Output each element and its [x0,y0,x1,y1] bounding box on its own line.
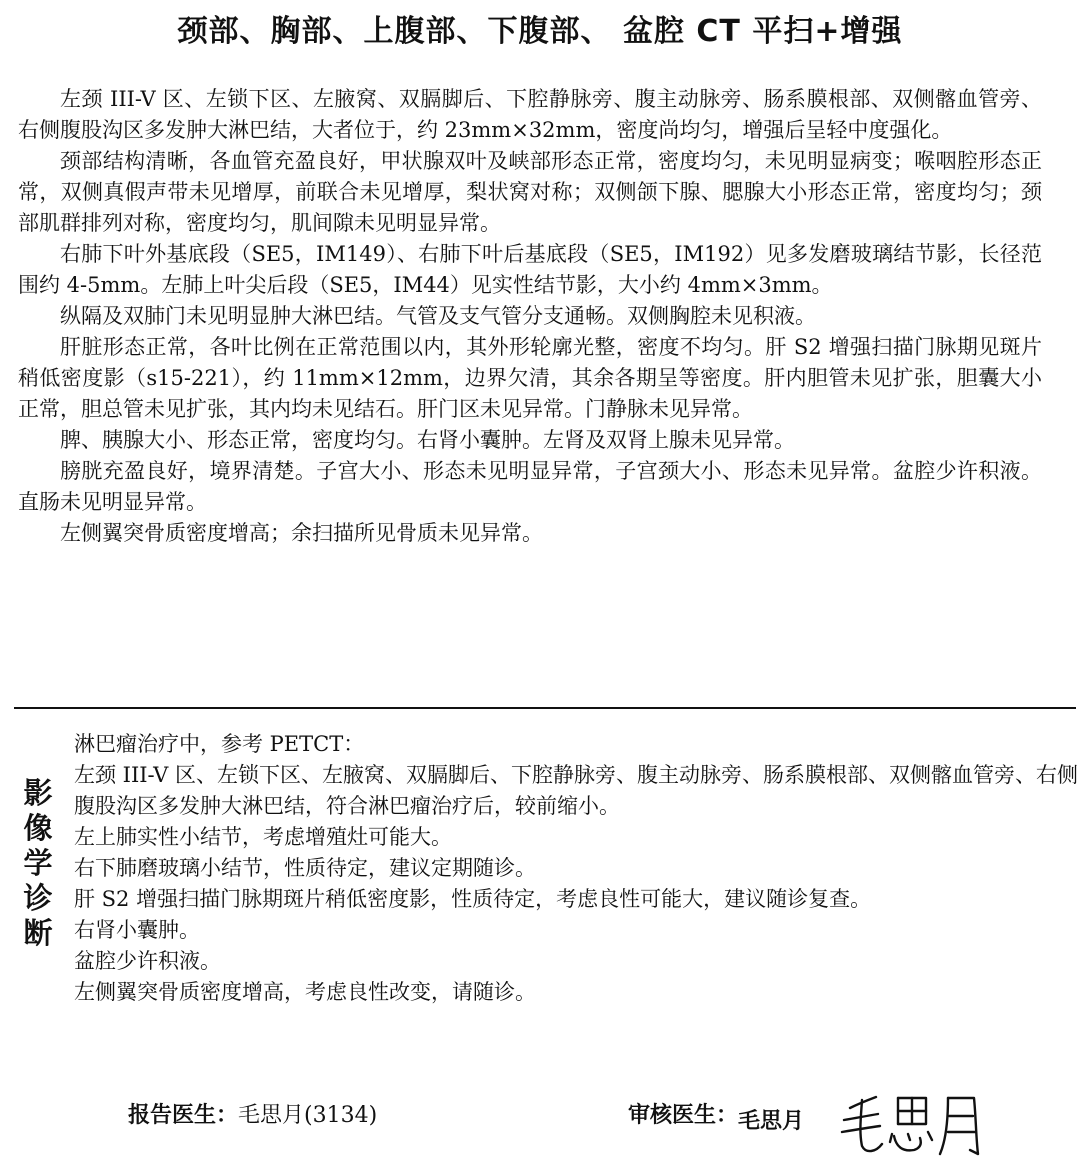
finding-paragraph: 左侧翼突骨质密度增高；余扫描所见骨质未见异常。 [60,521,543,545]
finding-paragraph: 脾、胰腺大小、形态正常，密度均匀。右肾小囊肿。左肾及双肾上腺未见异常。 [60,428,795,452]
diagnosis-section [74,729,1078,1008]
diagnosis-line: 右肾小囊肿。 [74,918,200,942]
reviewer-name: 毛思月 [738,1109,805,1134]
report-title: 颈部、胸部、上腹部、下腹部、 盆腔 CT 平扫+增强 [177,14,903,49]
handwritten-signature [836,1088,986,1162]
finding-paragraph: 颈部结构清晰，各血管充盈良好，甲状腺双叶及峡部形态正常，密度均匀，未见明显病变；喉咽腔形态正常，双侧真假声带未见增厚，前联合未见增厚，梨状窝对称；双侧颌下腺、腮腺大小形态正常，密度均匀；颈部肌群排列对称，密度均匀，肌间隙未见明显异常。 [18,149,1042,235]
diagnosis-label-char: 断 [23,916,53,950]
reporter-name: 毛思月(3134) [238,1103,378,1128]
diagnosis-line: 左侧翼突骨质密度增高，考虑良性改变，请随诊。 [74,980,536,1004]
reporter-label: 报告医生： [128,1103,239,1128]
diagnosis-line: 肝 S2 增强扫描门脉期斑片稍低密度影，性质待定，考虑良性可能大，建议随诊复查。 [74,887,872,911]
diagnosis-line: 右下肺磨玻璃小结节，性质待定，建议定期随诊。 [74,856,536,880]
diagnosis-label-char: 影 [23,776,53,810]
diagnosis-label [18,776,58,951]
diagnosis-label-char: 学 [23,846,53,880]
finding-paragraph: 肝脏形态正常，各叶比例在正常范围以内，其外形轮廓光整，密度不均匀。肝 S2 增强扫描门脉期见斑片稍低密度影（s15-221），约 11mm×12mm，边界欠清，其余各期呈等密度。肝内胆管未见扩张，胆囊大小正常，胆总管未见扩张，其内均未见结石。肝门区未见异常。门静脉未见异常。 [18,335,1042,421]
diagnosis-line: 左颈 III-V 区、左锁下区、左腋窝、双膈脚后、下腔静脉旁、腹主动脉旁、肠系膜根部、双侧髂血管旁、右侧腹股沟区多发肿大淋巴结，符合淋巴瘤治疗后，较前缩小。 [74,763,1078,818]
finding-paragraph: 左颈 III-V 区、左锁下区、左腋窝、双膈脚后、下腔静脉旁、腹主动脉旁、肠系膜根部、双侧髂血管旁、右侧腹股沟区多发肿大淋巴结，大者位于，约 23mm×32mm，密度尚均匀，增强后呈轻中度强化。 [18,87,1042,142]
finding-paragraph: 膀胱充盈良好，境界清楚。子宫大小、形态未见明显异常，子宫颈大小、形态未见异常。盆腔少许积液。直肠未见明显异常。 [18,459,1042,514]
reporter-signature-line [128,1096,377,1136]
diagnosis-line: 淋巴瘤治疗中，参考 PETCT： [74,732,365,756]
finding-paragraph: 右肺下叶外基底段（SE5，IM149）、右肺下叶后基底段（SE5，IM192）见多发磨玻璃结节影，长径范围约 4-5mm。左肺上叶尖后段（SE5，IM44）见实性结节影，大小约 4mm×3mm。 [18,242,1042,297]
diagnosis-line: 盆腔少许积液。 [74,949,221,973]
finding-paragraph: 纵隔及双肺门未见明显肿大淋巴结。气管及支气管分支通畅。双侧胸腔未见积液。 [60,304,816,328]
section-divider [14,707,1076,709]
diagnosis-label-char: 诊 [23,881,53,915]
reviewer-signature-line [628,1096,804,1136]
findings-section [18,84,1042,549]
diagnosis-line: 左上肺实性小结节，考虑增殖灶可能大。 [74,825,452,849]
diagnosis-label-char: 像 [23,811,53,845]
reviewer-label: 审核医生： [628,1103,739,1128]
